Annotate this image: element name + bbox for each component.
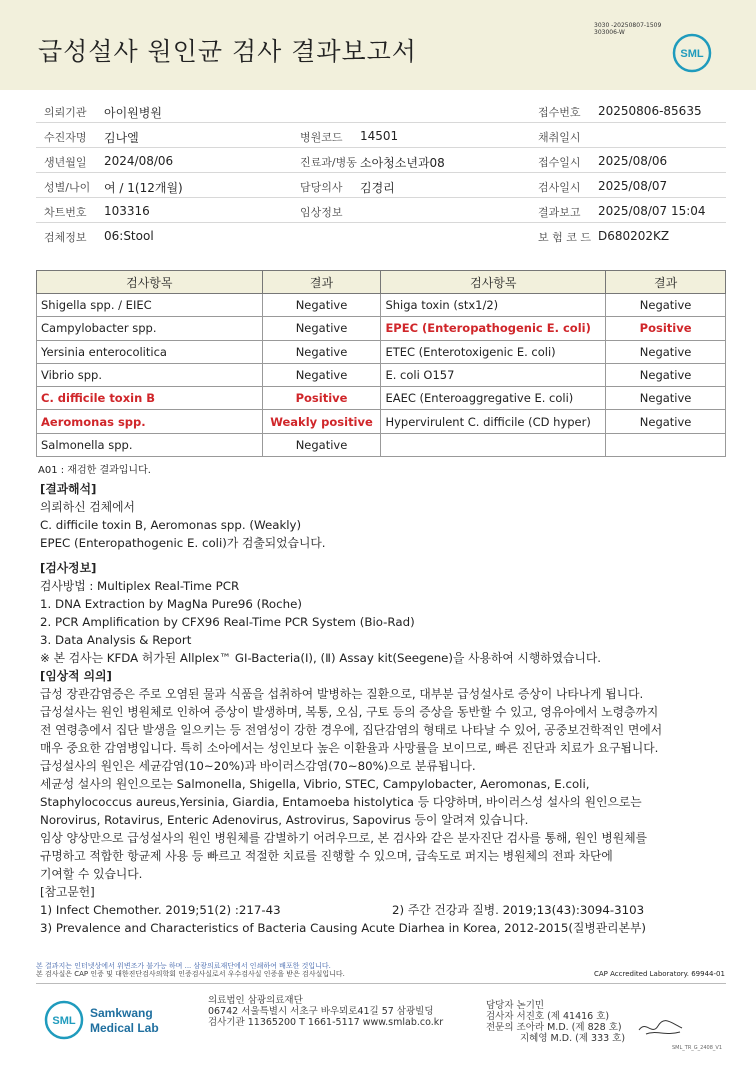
test-result: Negative [606,294,726,317]
info-row-2 [0,123,756,148]
column-header: 검사항목 [381,271,606,294]
sml-logo-icon [672,33,712,73]
insurance-code-label: 보 험 코 드 [538,231,591,244]
report-code-1: 3030 -20250807-1509 [594,22,662,29]
table-row [37,410,726,433]
svg-text:Medical Lab: Medical Lab [90,1021,159,1035]
retest-note: A01 : 재검한 결과입니다. [38,465,151,476]
test-item: E. coli O157 [381,363,606,386]
contact-line: 검사기관 11365200 T 1661-5117 www.smlab.co.kr [208,1017,444,1028]
test-result [606,433,726,456]
info-row-5 [0,198,756,223]
doctor-label: 담당의사 [300,181,343,194]
test-result: Negative [262,294,381,317]
receipt-no-value: 20250806-85635 [598,104,702,118]
doctor-value: 김경리 [360,181,395,195]
test-info-line: 2. PCR Amplification by CFX96 Real-Time PCR System (Bio-Rad) [40,615,415,629]
test-result: Negative [606,363,726,386]
receipt-date-label: 접수일시 [538,156,581,169]
test-info-line: 1. DNA Extraction by MagNa Pure96 (Roche) [40,597,302,611]
test-item: Shiga toxin (stx1/2) [381,294,606,317]
test-info-line: 3. Data Analysis & Report [40,633,192,647]
collection-date-label: 채취일시 [538,131,581,144]
footer-signatures [486,1000,625,1044]
test-result-positive: Weakly positive [262,410,381,433]
foundation-name: 의료법인 삼광의료재단 [208,995,303,1006]
table-row [37,340,726,363]
footer-notice-1: 본 결과지는 인터넷상에서 위변조가 불가능 하며 ... 삼광의료재단에서 인쇄하여 배포한 것입니다. [36,962,331,970]
clinical-section [40,667,662,883]
reference-3: 3) Prevalence and Characteristics of Bacteria Causing Acute Diarhea in Korea, 2012-2015(질병관리본부) [40,921,646,935]
report-codes [594,22,661,36]
clinical-heading: [임상적 의의] [40,669,112,683]
info-row-6 [0,223,756,248]
department-label: 진료과/병동 [300,156,357,169]
test-result: Negative [606,340,726,363]
table-row [37,294,726,317]
hospital-code-label: 병원코드 [300,131,343,144]
interpretation-line: 의뢰하신 검체에서 [40,500,135,514]
report-header [0,0,756,90]
test-item: EAEC (Enteroaggregative E. coli) [381,387,606,410]
clinical-line: 매우 중요한 감염병입니다. 특히 소아에서는 성인보다 높은 이환율과 사망률을 보이므로, 빠른 진단과 치료가 요구됩니다. [40,741,659,755]
institution-value: 아이원병원 [104,106,162,120]
report-title: 급성설사 원인균 검사 결과보고서 [38,37,417,66]
test-item: ETEC (Enterotoxigenic E. coli) [381,340,606,363]
info-row-3 [0,148,756,173]
test-item: Salmonella spp. [37,433,263,456]
test-result: Negative [606,410,726,433]
test-item-positive: Aeromonas spp. [37,410,263,433]
clinical-line: Norovirus, Rotavirus, Enteric Adenovirus, Astrovirus, Sapovirus 등이 알려져 있습니다. [40,813,529,827]
test-item [381,433,606,456]
test-item-positive: EPEC (Enteropathogenic E. coli) [381,317,606,340]
chart-no-value: 103316 [104,204,150,218]
clinical-line: 규명하고 적합한 항균제 사용 등 빠르고 적절한 치료를 진행할 수 있으며, 급속도로 퍼지는 병원체의 전파 차단에 [40,849,613,863]
clinical-line: 기여할 수 있습니다. [40,867,143,881]
test-result: Negative [606,387,726,410]
interpretation-line: C. difficile toxin B, Aeromonas spp. (Weakly) [40,518,302,532]
test-item-positive: C. difficile toxin B [37,387,263,410]
report-date-label: 결과보고 [538,206,581,219]
test-item: Campylobacter spp. [37,317,263,340]
reference-1: 1) Infect Chemother. 2019;51(2) :217-43 [40,903,281,917]
table-row [37,317,726,340]
birth-label: 생년월일 [44,156,87,169]
test-info-line: ※ 본 검사는 KFDA 허가된 Allplex™ GI-Bacteria(Ⅰ), (Ⅱ) Assay kit(Seegene)을 사용하여 시행하였습니다. [40,651,602,665]
cap-accreditation: CAP Accredited Laboratory. 69944-01 [594,970,725,978]
svg-text:Samkwang: Samkwang [90,1006,153,1020]
table-row [37,363,726,386]
test-item: Hypervirulent C. difficile (CD hyper) [381,410,606,433]
clinical-line: 임상 양상만으로 급성설사의 원인 병원체를 감별하기 어려우므로, 본 검사와 같은 분자진단 검사를 통해, 원인 병원체를 [40,831,647,845]
test-result: Negative [262,363,381,386]
footer-address [208,995,443,1028]
insurance-code-value: D680202KZ [598,229,670,243]
clinical-line: Staphylococcus aureus,Yersinia, Giardia, Entamoeba histolytica 등 다양하며, 바이러스성 설사의 원인으로는 [40,795,642,809]
staff-line: 지혜영 M.D. (제 333 호) [520,1033,626,1044]
footer-notice-2: 본 검사실은 CAP 인증 및 대한진단검사의학회 인증검사실로서 우수검사실 인증을 받은 검사실입니다. [36,970,345,978]
references-section [40,883,646,937]
interpretation-line: EPEC (Enteropathogenic E. coli)가 검출되었습니다. [40,536,326,550]
test-result-positive: Positive [606,317,726,340]
clinical-line: 전 연령층에서 집단 발생을 일으키는 등 전염성이 강한 경우에, 집단감염의 형태로 나타날 수 있어, 공중보건학적인 면에서 [40,723,663,737]
column-header: 검사항목 [37,271,263,294]
column-header: 결과 [262,271,381,294]
test-result: Negative [262,340,381,363]
signature-icon [636,1016,686,1040]
sml-brand-icon [44,1000,194,1040]
footer-logo [44,1000,194,1044]
specimen-label: 검체정보 [44,231,87,244]
sex-age-label: 성별/나이 [44,181,91,194]
clinical-line: 세균성 설사의 원인으로는 Salmonella, Shigella, Vibrio, STEC, Campylobacter, Aeromonas, E.coli, [40,777,590,791]
reference-row [40,901,646,919]
table-row [37,433,726,456]
results-table [36,270,726,457]
patient-value: 김나엘 [104,131,139,145]
test-date-value: 2025/08/07 [598,179,668,193]
test-info-section [40,559,601,667]
test-item: Yersinia enterocolitica [37,340,263,363]
test-result: Negative [262,317,381,340]
clinical-line: 급성 장관감염증은 주로 오염된 물과 식품을 섭취하여 발병하는 질환으로, 대부분 급성설사로 증상이 나타나게 됩니다. [40,687,644,701]
patient-label: 수진자명 [44,131,87,144]
svg-text:SML: SML [52,1015,76,1027]
test-item: Shigella spp. / EIEC [37,294,263,317]
divider [36,983,726,984]
test-item: Vibrio spp. [37,363,263,386]
department-value: 소아청소년과08 [360,156,445,170]
info-row-1 [0,98,756,123]
svg-text:SML: SML [680,48,704,60]
institution-label: 의뢰기관 [44,106,87,119]
chart-no-label: 차트번호 [44,206,87,219]
specimen-value: 06:Stool [104,229,154,243]
table-row [37,387,726,410]
clinical-info-label: 임상정보 [300,206,343,219]
address-line: 06742 서울특별시 서초구 바우뫼로41길 57 삼광빌딩 [208,1006,434,1017]
interpretation-section [40,480,326,552]
test-info-line: 검사방법 : Multiplex Real-Time PCR [40,579,240,593]
footer-notice [36,962,345,978]
interpretation-heading: [결과해석] [40,482,97,496]
clinical-line: 급성설사의 원인은 세균감염(10~20%)과 바이러스감염(70~80%)으로 분류됩니다. [40,759,476,773]
clinical-line: 급성설사는 원인 병원체로 인하여 증상이 발생하며, 복통, 오심, 구토 등의 증상을 동반할 수 있고, 영유아에서 노령층까지 [40,705,659,719]
receipt-no-label: 접수번호 [538,106,581,119]
staff-line: 담당자 논기민 [486,1000,545,1011]
form-code: SML_TR_G_2408_V1 [672,1045,723,1051]
results-header-row [37,271,726,294]
staff-line: 전문의 조아라 M.D. (제 828 호) [486,1022,622,1033]
references-heading: [참고문헌] [40,885,95,899]
test-result: Negative [262,433,381,456]
report-date-value: 2025/08/07 15:04 [598,204,706,218]
staff-line: 검사자 서진호 (제 41416 호) [486,1011,610,1022]
test-date-label: 검사일시 [538,181,581,194]
test-info-heading: [검사정보] [40,561,97,575]
test-result-positive: Positive [262,387,381,410]
column-header: 결과 [606,271,726,294]
sex-age-value: 여 / 1(12개월) [104,181,183,195]
hospital-code-value: 14501 [360,129,399,143]
receipt-date-value: 2025/08/06 [598,154,668,168]
reference-2: 2) 주간 건강과 질병. 2019;13(43):3094-3103 [392,903,645,917]
info-row-4 [0,173,756,198]
report-code-2: 303006-W [594,29,625,36]
birth-value: 2024/08/06 [104,154,174,168]
